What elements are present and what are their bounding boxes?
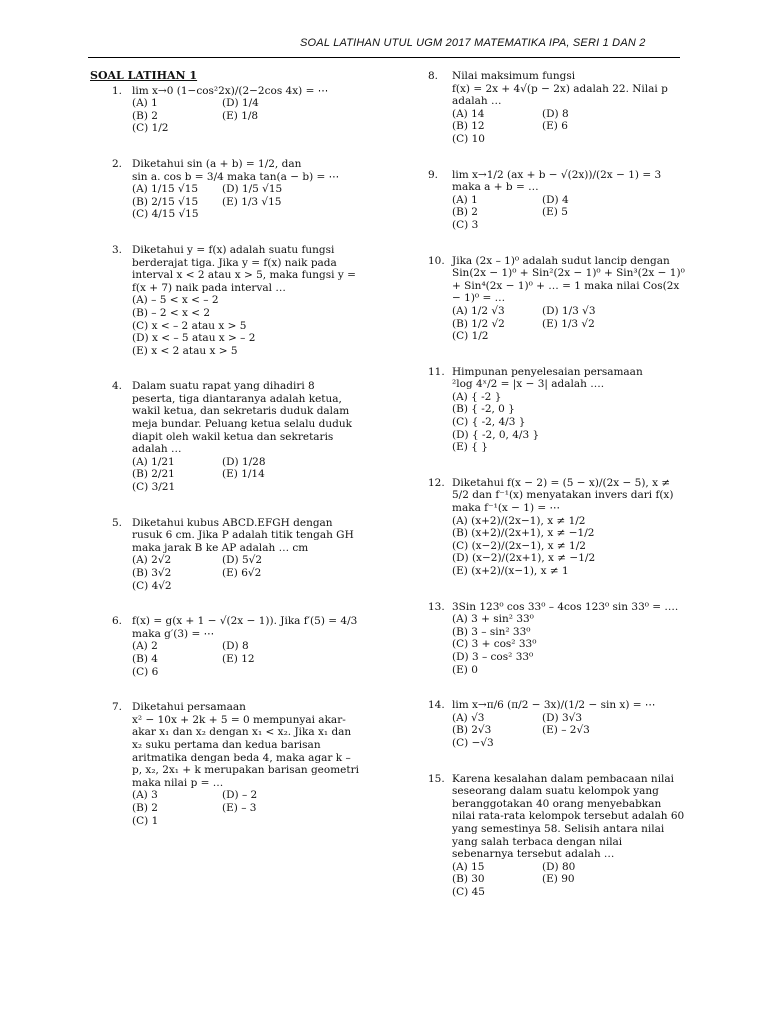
answer-option: (B) 1/2 √2: [452, 317, 505, 330]
answer-option: (A) 1: [132, 97, 158, 110]
answer-option: (C) 10: [452, 132, 485, 145]
question-text: [132, 701, 360, 789]
answer-option: (C) 1/2: [132, 122, 169, 135]
question-number: 2.: [112, 157, 123, 170]
question-number: 10.: [428, 254, 445, 267]
question-text: [132, 85, 360, 98]
question-number: 7.: [112, 701, 123, 714]
question-number: 1.: [112, 84, 123, 97]
question-text: [132, 158, 360, 183]
question-item: [428, 70, 686, 146]
answer-option: (B) 2: [132, 109, 158, 122]
question-line: Diketahui kubus ABCD.EFGH dengan rusuk 6 cm. Jika P adalah titik tengah GH maka jarak B ke AP adalah … cm: [132, 516, 354, 554]
question-line: lim x→π/6 (π/2 − 3x)/(1/2 − sin x) = ⋯: [452, 699, 656, 712]
answer-options: [132, 97, 360, 135]
answer-options: [452, 515, 686, 578]
answer-option: (C) 3 + cos² 33⁰: [452, 638, 537, 651]
answer-options: [452, 391, 686, 454]
answer-option: (A) 1/15 √15: [132, 183, 199, 196]
answer-option: (A) – 5 < x < – 2: [132, 294, 219, 307]
question-item: [428, 699, 686, 749]
answer-option: (D) 1/4: [222, 97, 259, 110]
question-number: 9.: [428, 168, 439, 181]
question-line: f(x) = g(x + 1 − √(2x − 1)). Jika f′(5) = 4/3 maka g′(3) = ⋯: [132, 615, 358, 640]
answer-option: (D) 3√3: [542, 711, 583, 724]
answer-option: (E) 12: [222, 652, 255, 665]
answer-option: (E) 1/3 √15: [222, 195, 282, 208]
answer-option: (B) 12: [452, 120, 485, 133]
answer-option: (E) 90: [542, 873, 575, 886]
question-item: [428, 773, 686, 899]
answer-option: (E) 0: [452, 663, 478, 676]
question-number: 12.: [428, 476, 445, 489]
answer-option: (B) 4: [132, 652, 158, 665]
answer-option: (D) 1/28: [222, 455, 266, 468]
question-line: Diketahui f(x − 2) = (5 − x)/(2x − 5), x ≠ 5/2 dan f⁻¹(x) menyatakan invers dari f(x) maka f⁻¹(x − 1) = ⋯: [452, 476, 674, 515]
question-item: [90, 244, 360, 357]
answer-options: [452, 712, 686, 750]
answer-option: (B) 2: [452, 206, 478, 219]
answer-options: [452, 194, 686, 232]
answer-option: (E) 5: [542, 206, 568, 219]
answer-option: (D) 80: [542, 860, 576, 873]
answer-option: (E) – 3: [222, 801, 257, 814]
answer-option: (B) (x+2)/(2x+1), x ≠ −1/2: [452, 527, 595, 540]
question-number: 4.: [112, 380, 123, 393]
answer-option: (A) 1/2 √3: [452, 304, 505, 317]
answer-option: (A) 1/21: [132, 455, 175, 468]
question-item: [428, 477, 686, 578]
question-item: [428, 366, 686, 454]
answer-option: (B) 2√3: [452, 724, 492, 737]
answer-option: (A) 3 + sin² 33⁰: [452, 613, 534, 626]
question-number: 13.: [428, 600, 445, 613]
question-line: Diketahui y = f(x) adalah suatu fungsi berderajat tiga. Jika y = f(x) naik pada interval x < 2 atau x > 5, maka fungsi y = f(x + 7) naik pada interval …: [132, 243, 356, 294]
answer-option: (E) { }: [452, 441, 488, 454]
answer-option: (D) 1/3 √3: [542, 304, 596, 317]
question-text: [452, 70, 686, 108]
answer-option: (B) { -2, 0 }: [452, 403, 515, 416]
answer-option: (D) 5√2: [222, 554, 263, 567]
question-item: [428, 601, 686, 677]
answer-option: (B) – 2 < x < 2: [132, 306, 211, 319]
answer-option: (A) 3: [132, 789, 158, 802]
answer-option: (E) 1/3 √2: [542, 317, 595, 330]
answer-option: (C) 1/2: [452, 330, 489, 343]
question-line: Nilai maksimum fungsi: [452, 70, 576, 82]
question-line: lim x→0 (1−cos²2x)/(2−2cos 4x) = ⋯: [132, 84, 329, 97]
question-text: [452, 366, 686, 391]
answer-option: (D) (x−2)/(2x+1), x ≠ −1/2: [452, 552, 596, 565]
left-column: [90, 70, 360, 850]
answer-option: (A) (x+2)/(2x−1), x ≠ 1/2: [452, 514, 586, 527]
answer-options: [132, 554, 360, 592]
answer-option: (E) (x+2)/(x−1), x ≠ 1: [452, 565, 569, 577]
question-line: sin a. cos b = 3/4 maka tan(a − b) = ⋯: [132, 170, 340, 183]
answer-option: (B) 3√2: [132, 567, 172, 579]
answer-option: (A) 2: [132, 640, 158, 653]
question-text: [132, 244, 360, 294]
question-text: [452, 169, 686, 194]
question-item: [90, 85, 360, 135]
question-line: Himpunan penyelesaian persamaan: [452, 365, 643, 378]
header-divider: [88, 57, 680, 58]
question-item: [90, 615, 360, 678]
question-line: ²log 4ˣ/2 = |x − 3| adalah ….: [452, 378, 605, 391]
answer-option: (C) { -2, 4/3 }: [452, 416, 526, 429]
answer-option: (E) 1/8: [222, 109, 259, 122]
left-question-list: [90, 85, 360, 828]
answer-option: (C) 45: [452, 885, 485, 898]
question-line: lim x→1/2 (ax + b − √(2x))/(2x − 1) = 3 maka a + b = …: [452, 168, 662, 194]
question-text: [452, 477, 686, 515]
question-number: 5.: [112, 516, 123, 529]
question-line: x² − 10x + 2k + 5 = 0 mempunyai akar-akar x₁ dan x₂ dengan x₁ < x₂. Jika x₁ dan x₂ suku pertama dan kedua barisan aritmatika dengan beda 4, maka agar k – p, x₂, 2x₁ + k merupakan barisan geometri maka nilai p = …: [132, 713, 359, 789]
answer-option: (C) x < – 2 atau x > 5: [132, 319, 247, 332]
answer-option: (C) 6: [132, 665, 159, 678]
question-line: 3Sin 123⁰ cos 33⁰ – 4cos 123⁰ sin 33⁰ = ….: [452, 600, 679, 613]
answer-option: (D) 4: [542, 193, 569, 206]
answer-option: (C) 3/21: [132, 481, 176, 494]
question-text: [452, 601, 686, 614]
question-line: Diketahui sin (a + b) = 1/2, dan: [132, 157, 302, 170]
answer-option: (E) 6√2: [222, 567, 262, 579]
answer-options: [452, 108, 686, 146]
answer-option: (C) 3: [452, 218, 479, 231]
page-header: SOAL LATIHAN UTUL UGM 2017 MATEMATIKA IPA, SERI 1 DAN 2: [300, 37, 646, 49]
answer-option: (A) 15: [452, 860, 485, 873]
question-number: 14.: [428, 699, 445, 712]
question-number: 6.: [112, 615, 123, 628]
question-line: Karena kesalahan dalam pembacaan nilai seseorang dalam suatu kelompok yang beranggotakan 40 orang menyebabkan nilai rata-rata kelompok tersebut adalah 60 yang semestinya 58. Selisih antara nilai yang salah terbaca dengan nilai sebenarnya tersebut adalah …: [452, 772, 685, 861]
question-line: f(x) = 2x + 4√(p − 2x) adalah 22. Nilai p adalah …: [452, 82, 668, 108]
answer-option: (E) 6: [542, 120, 568, 133]
answer-option: (E) 1/14: [222, 468, 265, 481]
answer-option: (C) (x−2)/(2x−1), x ≠ 1/2: [452, 539, 586, 552]
answer-option: (A) 2√2: [132, 554, 172, 567]
question-item: [90, 380, 360, 493]
answer-options: [132, 294, 360, 357]
section-title: SOAL LATIHAN 1: [90, 69, 198, 82]
question-line: Jika (2x – 1)⁰ adalah sudut lancip dengan Sin(2x − 1)⁰ + Sin²(2x − 1)⁰ + Sin³(2x − 1)⁰ + Sin⁴(2x − 1)⁰ + … = 1 maka nilai Cos(2x − 1)⁰ = …: [452, 254, 685, 305]
answer-option: (D) x < – 5 atau x > – 2: [132, 332, 256, 345]
answer-options: [132, 183, 360, 221]
answer-option: (D) 3 – cos² 33⁰: [452, 650, 534, 663]
right-question-list: [428, 70, 686, 898]
answer-option: (D) { -2, 0, 4/3 }: [452, 428, 540, 441]
answer-option: (B) 2: [132, 801, 158, 814]
answer-options: [132, 789, 360, 827]
answer-options: [452, 861, 686, 899]
question-line: Dalam suatu rapat yang dihadiri 8 peserta, tiga diantaranya adalah ketua, wakil ketua, dan sekretaris duduk dalam meja bundar. Peluang ketua selalu duduk diapit oleh wakil ketua dan sekretaris adalah …: [132, 380, 352, 456]
question-number: 15.: [428, 772, 445, 785]
answer-option: (D) 8: [542, 107, 569, 120]
question-item: [428, 169, 686, 232]
answer-options: [132, 640, 360, 678]
answer-option: (A) 14: [452, 107, 485, 120]
answer-option: (C) 1: [132, 814, 159, 827]
question-text: [132, 517, 360, 555]
question-text: [452, 699, 686, 712]
question-text: [452, 255, 686, 305]
question-item: [90, 517, 360, 593]
answer-option: (C) 4√2: [132, 579, 172, 592]
question-line: Diketahui persamaan: [132, 701, 246, 714]
answer-option: (D) 8: [222, 640, 249, 653]
answer-options: [452, 613, 686, 676]
question-number: 11.: [428, 365, 445, 378]
question-item: [428, 255, 686, 343]
answer-options: [132, 456, 360, 494]
answer-option: (E) – 2√3: [542, 724, 590, 737]
answer-option: (D) 1/5 √15: [222, 183, 283, 196]
answer-options: [452, 305, 686, 343]
answer-option: (B) 2/15 √15: [132, 195, 199, 208]
answer-option: (D) – 2: [222, 789, 258, 802]
question-text: [452, 773, 686, 861]
answer-option: (B) 2/21: [132, 468, 175, 481]
right-column: [428, 70, 686, 921]
answer-option: (A) 1: [452, 193, 478, 206]
question-item: [90, 701, 360, 827]
answer-option: (C) 4/15 √15: [132, 208, 199, 221]
question-number: 8.: [428, 70, 439, 82]
answer-option: (B) 30: [452, 873, 485, 886]
answer-option: (C) −√3: [452, 736, 494, 749]
question-text: [132, 615, 360, 640]
question-text: [132, 380, 360, 456]
question-item: [90, 158, 360, 221]
answer-option: (A) { -2 }: [452, 390, 502, 403]
answer-option: (B) 3 – sin² 33⁰: [452, 625, 531, 638]
answer-option: (A) √3: [452, 711, 485, 724]
question-number: 3.: [112, 243, 123, 256]
answer-option: (E) x < 2 atau x > 5: [132, 344, 238, 357]
